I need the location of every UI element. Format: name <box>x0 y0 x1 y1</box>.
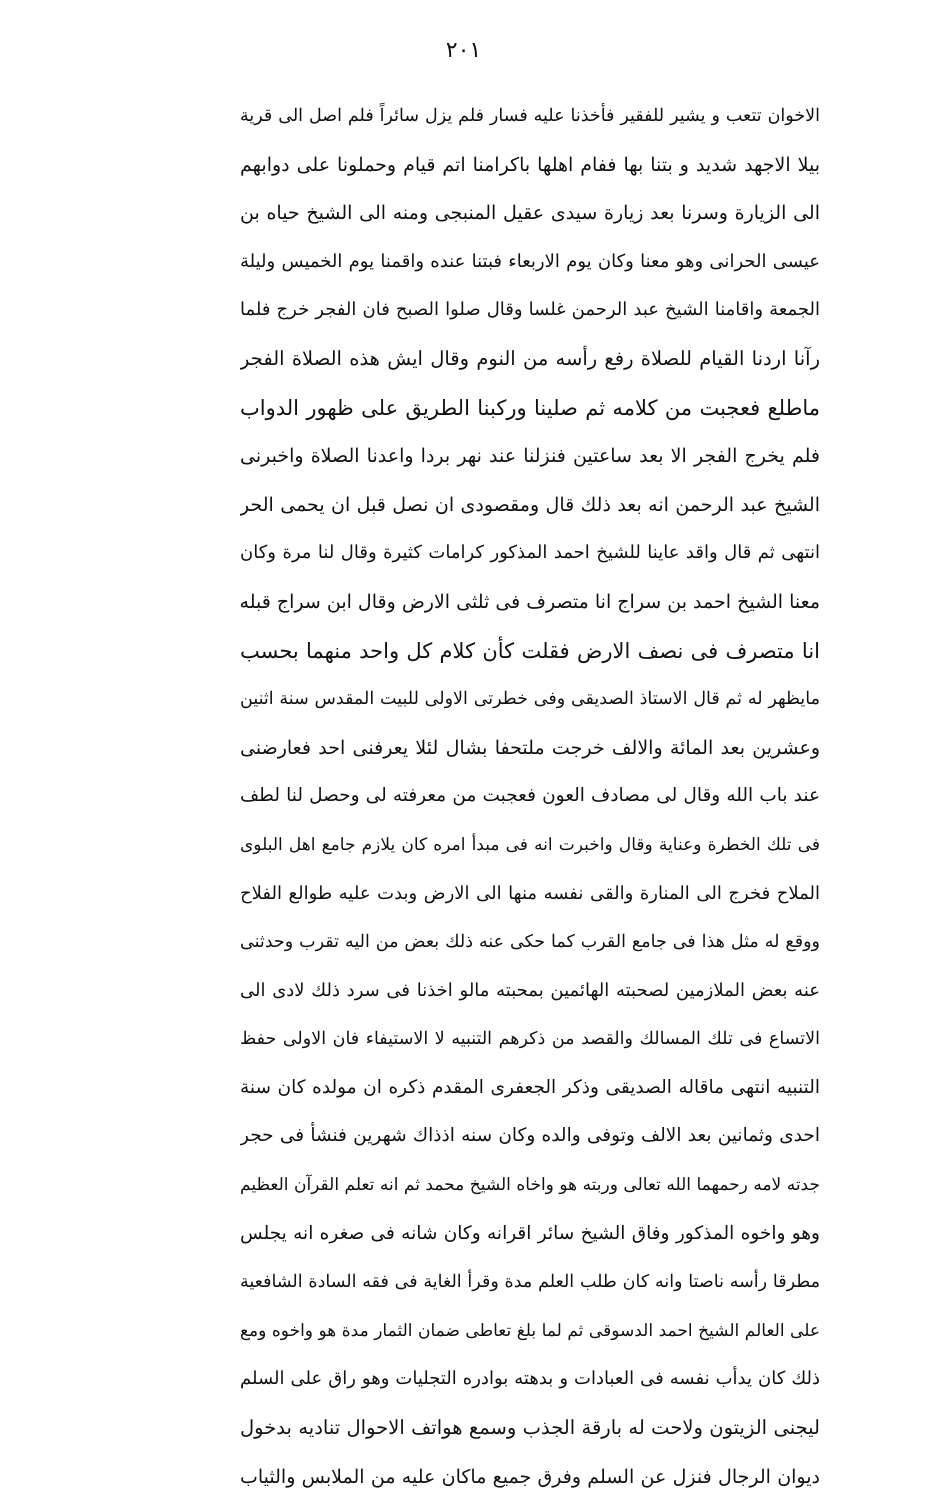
text-line: وهو واخوه المذكور وفاق الشيخ سائر اقرانه وكان شانه فى صغره انه يجلس <box>240 1222 820 1244</box>
text-line: التنبيه انتهى ماقاله الصديقى وذكر الجعفرى المقدم ذكره ان مولده كان سنة <box>240 1076 820 1098</box>
text-line: عند باب الله وقال لى مصادف العون فعجبت من معرفته لى وحصل لنا لطف <box>240 785 820 807</box>
text-line: الاتساع فى تلك المسالك والقصد من ذكرهم التنبيه لا الاستيفاء فان الاولى حفظ <box>240 1029 820 1050</box>
text-line: فى تلك الخطرة وعناية وقال واخبرت انه فى مبدأ امره كان يلازم جامع اهل البلوى <box>240 834 820 855</box>
text-line: الاخوان تتعب و يشير للفقير فأخذنا عليه فسار فلم يزل سائراً فلم اصل الى قرية <box>240 106 820 126</box>
text-line: وعشرين بعد المائة والالف خرجت ملتحفا بشال لئلا يعرفنى احد فعارضنى <box>240 736 820 759</box>
text-line: انتهى ثم قال واقد عاينا للشيخ احمد المذكور كرامات كثيرة وقال لنا مرة وكان <box>240 542 820 564</box>
text-line: مطرقا رأسه ناصتا وانه كان طلب العلم مدة وقرأ الغاية فى فقه السادة الشافعية <box>240 1272 820 1293</box>
text-line: مايظهر له ثم قال الاستاذ الصديقى وفى خطرتى الاولى للبيت المقدس سنة اثنين <box>240 689 820 710</box>
text-line: عنه بعض الملازمين لصحبته الهائمين بمحبته مالو اخذنا فى سرد ذلك لادى الى <box>240 979 820 1001</box>
text-line: ووقع له مثل هذا فى جامع القرب كما حكى عنه ذلك بعض من اليه تقرب وحدثنى <box>240 932 820 953</box>
page-number: ٢٠١ <box>445 38 482 63</box>
text-line: الشيخ عبد الرحمن انه بعد ذلك قال ومقصودى ان نصل قبل ان يحمى الحر <box>240 493 820 516</box>
text-line: معنا الشيخ احمد بن سراج انا متصرف فى ثلثى الارض وقال ابن سراج قبله <box>240 590 820 613</box>
text-line: فلم يخرج الفجر الا بعد ساعتين فنزلنا عند نهر بردا واعدنا الصلاة واخبرنى <box>240 445 820 468</box>
text-line: رآنا اردنا القيام للصلاة رفع رأسه من النوم وقال ايش هذه الصلاة الفجر <box>240 346 820 370</box>
text-line: عيسى الحرانى وهو معنا وكان يوم الاربعاء فبتنا عنده واقمنا يوم الخميس وليلة <box>240 250 820 272</box>
text-line: ماطلع فعجبت من كلامه ثم صلينا وركبنا الطريق على ظهور الدواب <box>240 395 820 420</box>
text-line: الى الزيارة وسرنا بعد زيارة سيدى عقيل المنبجى ومنه الى الشيخ حياه بن <box>240 202 820 225</box>
text-line: بيلا الاجهد شديد و بتنا بها ففام اهلها باكرامنا اتم قيام وحملونا على دوابهم <box>240 153 820 176</box>
text-line: ذلك كان يدأب نفسه فى العبادات و بدهته بوادره التجليات وهو راق على السلم <box>240 1368 820 1390</box>
text-line: ليجنى الزيتون ولاحت له بارقة الجذب وسمع هواتف الاحوال تناديه بدخول <box>240 1416 820 1440</box>
text-line: جدته لامه رحمهما الله تعالى وربته هو واخاه الشيخ محمد ثم انه تعلم القرآن العظيم <box>240 1175 820 1196</box>
text-line: الجمعة واقامنا الشيخ عبد الرحمن غلسا وقال صلوا الصبح فان الفجر خرج فلما <box>240 299 820 321</box>
body-text <box>240 92 820 1501</box>
text-line: الملاح فخرج الى المنارة والقى نفسه منها الى الارض وبدت عليه طوالع الفلاح <box>240 882 820 904</box>
text-line: احدى وثمانين بعد الالف وتوفى والده وكان سنه اذذاك شهرين فنشأ فى حجر <box>240 1125 820 1147</box>
text-line: انا متصرف فى نصف الارض فقلت كأن كلام كل واحد منهما بحسب <box>240 638 820 663</box>
text-line: على العالم الشيخ احمد الدسوقى ثم لما بلغ تعاطى ضمان الثمار مدة هو واخوه ومع <box>240 1320 820 1341</box>
text-line: ديوان الرجال فنزل عن السلم وفرق جميع ماكان عليه من الملابس والثياب <box>240 1465 820 1488</box>
